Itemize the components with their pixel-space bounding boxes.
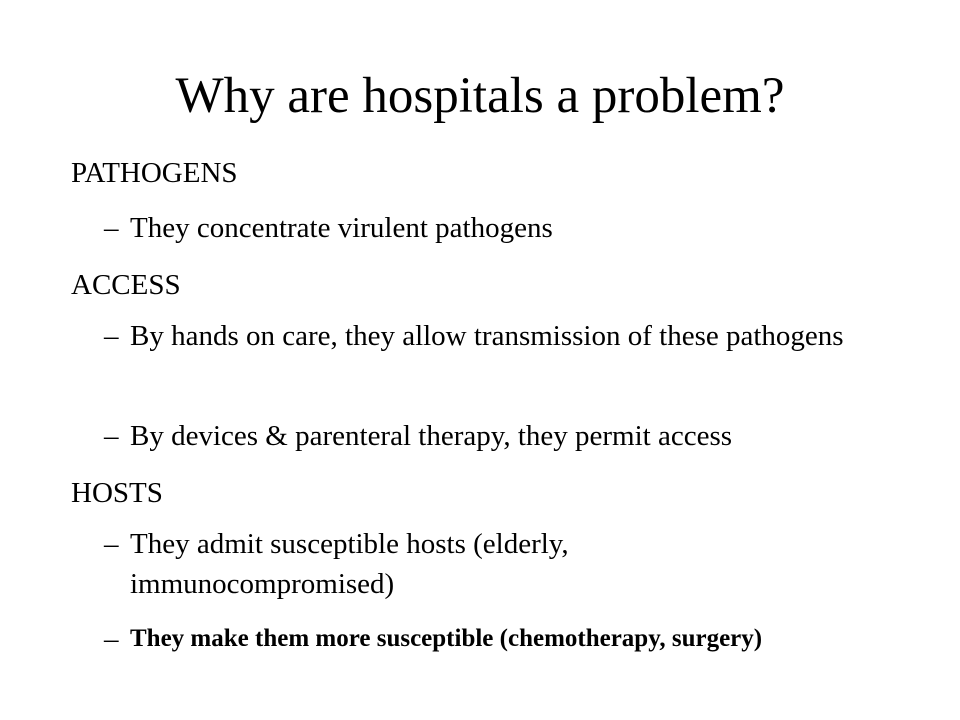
bullet-text: They admit susceptible hosts (elderly, immunocompromised) bbox=[130, 528, 569, 600]
slide-title: Why are hospitals a problem? bbox=[175, 68, 785, 124]
bullet-item bbox=[104, 316, 864, 356]
dash-marker: – bbox=[104, 623, 119, 655]
bullet-text: By devices & parenteral therapy, they permit access bbox=[130, 420, 733, 452]
bullet-item bbox=[104, 524, 724, 604]
dash-marker: – bbox=[104, 420, 119, 452]
section-heading-pathogens: PATHOGENS bbox=[71, 157, 238, 189]
section-heading-access: ACCESS bbox=[71, 269, 181, 301]
bullet-item bbox=[104, 620, 844, 658]
bullet-text: They make them more susceptible (chemotherapy, surgery) bbox=[130, 625, 763, 652]
bullet-item bbox=[104, 208, 904, 248]
bullet-text: By hands on care, they allow transmission of these pathogens bbox=[130, 320, 844, 352]
dash-marker: – bbox=[104, 528, 119, 560]
dash-marker: – bbox=[104, 320, 119, 352]
bullet-item bbox=[104, 416, 904, 456]
section-heading-hosts: HOSTS bbox=[71, 477, 163, 509]
bullet-text: They concentrate virulent pathogens bbox=[130, 212, 553, 244]
dash-marker: – bbox=[104, 212, 119, 244]
